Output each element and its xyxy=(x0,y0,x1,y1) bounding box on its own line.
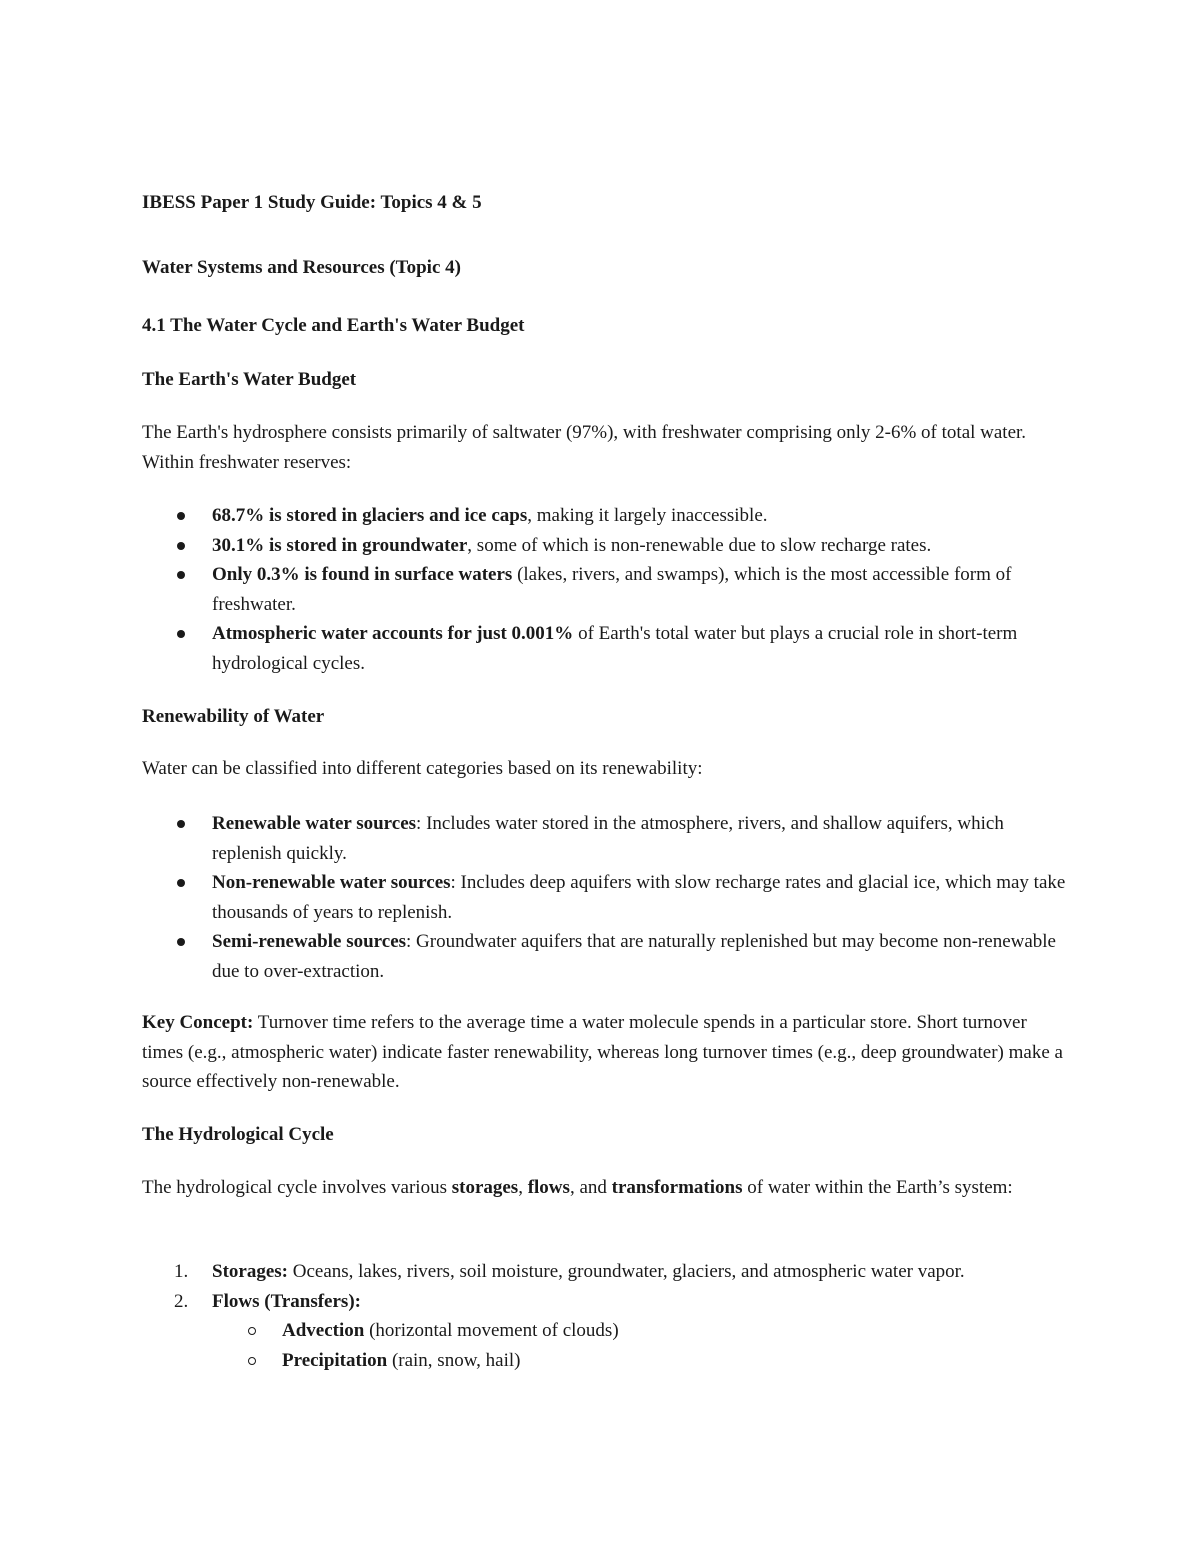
hydrological-cycle-list xyxy=(142,1257,1072,1375)
water-budget-intro: The Earth's hydrosphere consists primarily of saltwater (97%), with freshwater comprising only 2-6% of total water. Within freshwater reserves: xyxy=(142,422,1027,473)
item-text: (horizontal movement of clouds) xyxy=(364,1320,619,1341)
renewability-list xyxy=(142,809,1072,986)
list-item xyxy=(142,1287,1072,1376)
flows-sublist xyxy=(212,1316,1072,1375)
item-bold: Non-renewable water sources xyxy=(212,872,451,893)
list-item xyxy=(142,619,1072,678)
item-text: , some of which is non-renewable due to slow recharge rates. xyxy=(467,534,932,556)
item-bold: Only 0.3% is found in surface waters xyxy=(212,564,513,585)
item-text: (lakes, rivers, and swamps), which is the most accessible form of freshwater. xyxy=(212,564,1012,615)
item-text: (rain, snow, hail) xyxy=(387,1349,521,1371)
item-number: 2. xyxy=(174,1290,189,1312)
section-heading: 4.1 The Water Cycle and Earth's Water Budget xyxy=(142,315,525,336)
intro-text: , and xyxy=(569,1177,612,1198)
list-item xyxy=(142,560,1072,619)
intro-text: The hydrological cycle involves various xyxy=(142,1177,452,1198)
renewability-intro: Water can be classified into different categories based on its renewability: xyxy=(142,758,703,779)
list-item xyxy=(142,1257,1072,1287)
key-concept-text: Turnover time refers to the average time a water molecule spends in a particular store. Short turnover times (e.g., atmospheric water) indicate faster renewability, whereas long turnover times (e.g., deep groundwater) make a source effectively non-renewable. xyxy=(142,1012,1063,1092)
list-item xyxy=(142,809,1072,868)
water-budget-heading: The Earth's Water Budget xyxy=(142,369,357,390)
item-bold: Atmospheric water accounts for just 0.001% xyxy=(212,623,574,644)
list-item xyxy=(142,531,1072,561)
item-bold: Semi-renewable sources xyxy=(212,931,407,952)
hydrological-cycle-intro xyxy=(142,1173,1072,1203)
renewability-heading: Renewability of Water xyxy=(142,706,325,727)
intro-bold-storages: storages xyxy=(451,1177,519,1198)
item-bold: Renewable water sources xyxy=(212,813,417,834)
key-concept-label: Key Concept: xyxy=(142,1012,254,1033)
intro-bold-transformations: transformations xyxy=(611,1177,743,1198)
document-title: IBESS Paper 1 Study Guide: Topics 4 & 5 xyxy=(142,192,482,213)
sub-list-item xyxy=(212,1316,1072,1346)
key-concept-paragraph xyxy=(142,1008,1072,1097)
intro-bold-flows: flows xyxy=(527,1177,570,1198)
list-item xyxy=(142,927,1072,986)
topic-heading: Water Systems and Resources (Topic 4) xyxy=(142,257,461,278)
item-bold: 30.1% is stored in groundwater xyxy=(212,534,468,556)
item-text: : Includes deep aquifers with slow recharge rates and glacial ice, which may take thousands of years to replenish. xyxy=(212,872,1066,923)
intro-text: of water within the Earth’s system: xyxy=(742,1177,1013,1198)
sub-list-item xyxy=(212,1346,1072,1376)
item-bold: 68.7% is stored in glaciers and ice caps xyxy=(212,505,528,526)
item-bold: Advection xyxy=(282,1320,365,1341)
water-budget-list xyxy=(142,501,1072,678)
item-text: , making it largely inaccessible. xyxy=(527,505,768,526)
list-item xyxy=(142,868,1072,927)
item-text: of Earth's total water but plays a crucial role in short-term hydrological cycles. xyxy=(212,623,1018,674)
item-bold: Storages: xyxy=(212,1261,288,1282)
item-bold: Flows (Transfers): xyxy=(212,1290,361,1312)
item-bold: Precipitation xyxy=(282,1349,388,1371)
list-item xyxy=(142,501,1072,531)
item-number: 1. xyxy=(174,1261,189,1282)
intro-text: , xyxy=(518,1177,528,1198)
item-text: : Groundwater aquifers that are naturally replenished but may become non-renewable due to over-extraction. xyxy=(212,931,1056,982)
hydrological-cycle-heading: The Hydrological Cycle xyxy=(142,1124,334,1145)
item-text: : Includes water stored in the atmosphere, rivers, and shallow aquifers, which replenish quickly. xyxy=(212,813,1004,864)
item-text: Oceans, lakes, rivers, soil moisture, groundwater, glaciers, and atmospheric water vapor. xyxy=(287,1261,965,1282)
